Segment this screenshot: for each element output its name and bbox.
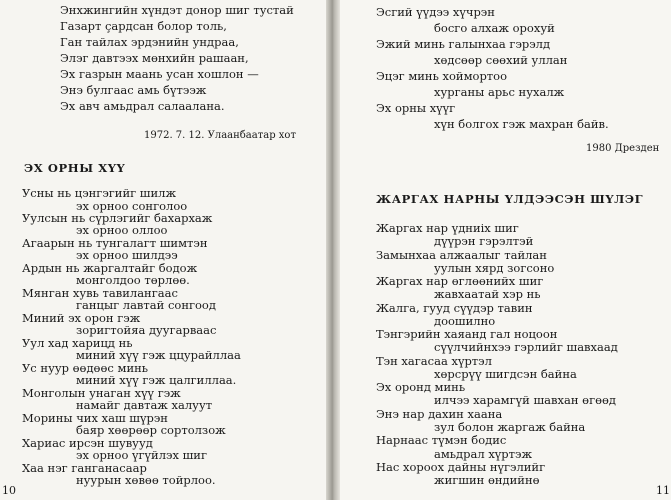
verse-line: Мянган хувь тавилангаас [22,285,178,300]
verse-line: Эх орны хүүг [376,101,456,115]
verse-line: Энэ булгаас амь бүтээж [60,83,207,97]
verse-line: Хаа нэг ганганасаар [22,460,147,475]
verse-line: Эжий минь галынхаа гэрэлд [376,37,551,51]
verse-line: Элэг давтээх мөнхийн рашаан, [60,51,249,65]
verse-line: Эх газрын маань усан хошлон — [60,67,259,81]
left-page [0,0,326,500]
verse-line: Уул хад харицд нь [22,335,133,350]
verse-line: зоригтойяа дуугарваас [76,323,217,338]
verse-line: Тэнгэрийн хаяанд гал ноцоон [376,327,558,342]
page-number: 11 [656,484,670,497]
verse-line: эх орноо үгүйлэх шиг [76,448,207,462]
verse-line: Миний эх орон гэж [22,310,141,325]
verse-line: Нарнаас түмэн бодис [376,433,507,448]
verse-line: эх орноо шилдээ [76,248,178,263]
verse-line: миний хүү гэж цалгиллаа. [76,373,237,388]
verse-line: ганцыг лавтай сонгоод [76,298,216,313]
verse-line: хурганы арьс нухалж [434,85,565,99]
right-page [340,0,671,500]
verse-line: Ус нуур өөдөөс минь [22,360,149,375]
book-gutter [326,0,340,500]
poem-title: ЭХ ОРНЫ ХҮҮ [24,161,126,175]
verse-line: Энхжингийн хүндэт донор шиг тустай [60,3,294,17]
verse-line: Монголын унаган хүү гэж [22,385,181,400]
verse-line: амьдрал хүртэж [434,446,533,461]
verse-line: Ган тайлах эрдэнийн ундраа, [60,35,239,49]
verse-line: эх орноо оллоо [76,223,168,238]
verse-line: эх орноо сонголоо [76,198,188,213]
verse-line: Нас хороох дайны нүгэлийг [376,459,546,474]
verse-line: Жаргах нар өглөөнийх шиг [376,274,544,289]
dateline: 1972. 7. 12. Улаанбаатар хот [144,130,296,141]
verse-line: Эх авч амьдрал салаалана. [60,99,225,113]
verse-line: Ардын нь жаргалтайг бодож [22,260,198,275]
poem-title: ЖАРГАХ НАРНЫ ҮЛДЭЭСЭН ШҮЛЭГ [376,192,644,206]
verse-line: хүн болгох гэж махран байв. [434,117,609,131]
verse-line: Тэн хагасаа хүртэл [376,353,492,368]
verse-line: хөрсрүү шигдсэн байна [434,366,577,381]
verse-line: Усны нь цэнгэгийг шилж [22,186,177,200]
verse-line: Агаарын нь тунгалагт шимтэн [22,235,208,250]
verse-line: босго алхаж орохуй [434,21,555,35]
verse-line: зул болон жаргаж байна [434,419,586,434]
verse-line: Замынхаа алжаалыг тайлан [376,247,547,262]
verse-line: дүүрэн гэрэлтэй [434,234,534,249]
verse-line: Жалга, гууд сүүдэр тавин [376,300,533,315]
verse-line: монголдоо төрлөө. [76,273,190,288]
verse-line: Хариас ирсэн шувууд [22,435,153,450]
dateline: 1980 Дрезден [586,143,660,154]
verse-line: намайг давтаж халуут [76,398,213,413]
verse-line: нуурын хөвөө тойрлоо. [76,473,216,487]
verse-line: Уулсын нь сүрлэгийг бахархаж [22,211,213,225]
verse-line: хөдсөөр сөөхий уллан [434,53,568,67]
verse-line: Морины чих хаш шүрэн [22,410,168,425]
verse-line: жавхаатай хэр нь [434,287,541,302]
verse-line: Жаргах нар үдниix шиг [376,221,519,235]
verse-line: уулын хярд зогсоно [434,260,555,275]
verse-line: сүүлчийнхээ гэрлийг шавхаад [434,340,618,355]
verse-line: доошилно [434,313,496,328]
page-number: 10 [2,484,16,497]
verse-line: жигшин өндийнө [434,473,540,487]
verse-line: Энэ нар дахин хаана [376,406,503,421]
verse-line: баяр хөөрөөр сортолзож [76,423,226,438]
verse-line: илчээ харамгүй шавхан өгөөд [434,393,617,408]
verse-line: Эх оронд минь [376,380,466,395]
verse-line: Эцэг минь хоймортоо [376,69,508,83]
verse-line: миний хүү гэж ццурайллаа [76,348,241,363]
verse-line: Газарт ҫардсан болор толь, [60,19,227,33]
verse-line: Эсгий үүдээ хүчрэн [376,5,495,19]
